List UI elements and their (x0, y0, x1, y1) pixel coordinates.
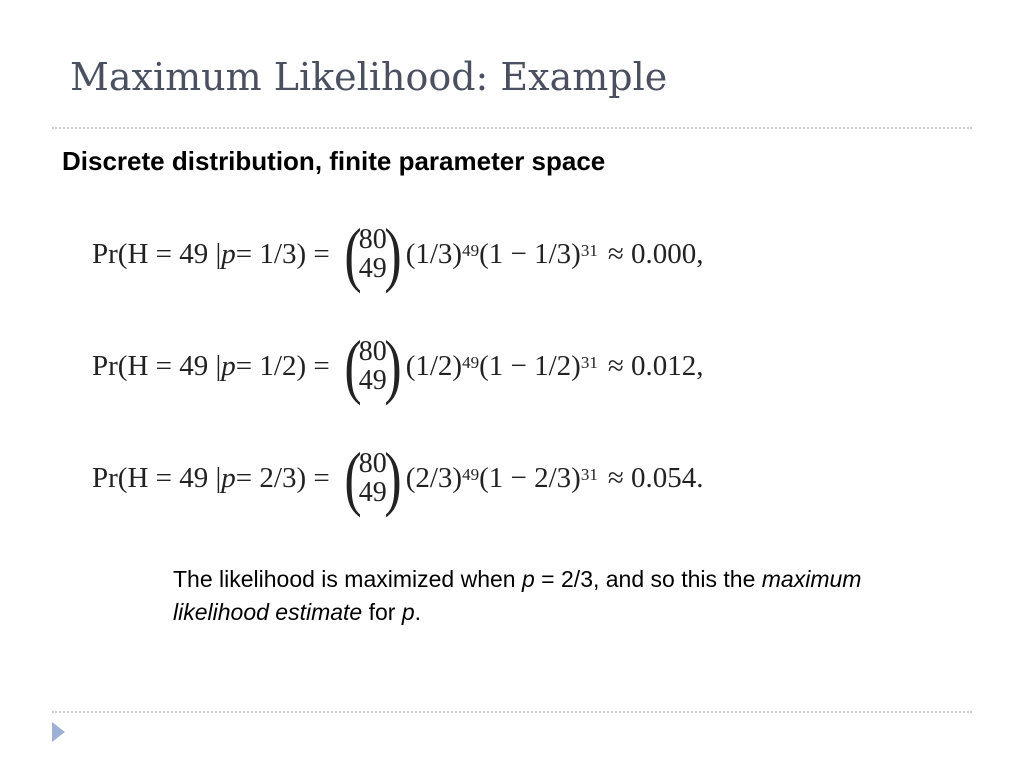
eq-lhs-prefix: Pr(H = 49 | (92, 349, 222, 382)
binomial-coefficient: ( 80 49 ) (344, 214, 402, 294)
slide-subtitle: Discrete distribution, finite parameter space (62, 146, 606, 176)
note-text: = 2/3, and so this the (534, 566, 762, 592)
eq-exponent-1: 49 (462, 353, 480, 372)
eq-lhs-suffix: = 2/3) = (235, 461, 330, 494)
binom-top: 80 (358, 223, 387, 255)
binomial-coefficient: ( 80 49 ) (344, 438, 402, 518)
equation-2 (92, 326, 703, 406)
eq-approx-value: ≈ 0.054. (607, 461, 704, 494)
top-divider (52, 127, 972, 129)
binom-bottom: 49 (358, 365, 387, 396)
eq-term-1: (1/3) (405, 237, 463, 270)
eq-exponent-2: 31 (580, 465, 598, 484)
eq-approx-value: ≈ 0.000, (607, 237, 704, 270)
eq-lhs-suffix: = 1/2) = (235, 349, 330, 382)
eq-exponent-1: 49 (462, 241, 480, 260)
eq-term-2: (1 − 2/3) (479, 461, 581, 494)
note-emphasis: maximum likelihood estimate (173, 566, 862, 625)
binom-bottom: 49 (358, 477, 387, 508)
equation-3 (92, 438, 703, 518)
note-text: The likelihood is maximized when (173, 566, 522, 592)
triangle-bullet-icon (52, 722, 65, 742)
eq-exponent-2: 31 (580, 241, 598, 260)
bottom-divider (52, 711, 972, 713)
binom-top: 80 (358, 335, 387, 367)
note-text: for (362, 599, 402, 625)
eq-lhs-prefix: Pr(H = 49 | (92, 461, 222, 494)
note-p-symbol: p (522, 566, 535, 592)
eq-term-2: (1 − 1/2) (479, 349, 581, 382)
note-text: . (414, 599, 422, 625)
eq-term-2: (1 − 1/3) (479, 237, 581, 270)
eq-term-1: (1/2) (405, 349, 463, 382)
slide-title: Maximum Likelihood: Example (70, 55, 668, 99)
eq-p-symbol: p (221, 349, 236, 382)
eq-term-1: (2/3) (405, 461, 463, 494)
binomial-coefficient: ( 80 49 ) (344, 326, 402, 406)
eq-p-symbol: p (221, 461, 236, 494)
eq-lhs-suffix: = 1/3) = (235, 237, 330, 270)
eq-approx-value: ≈ 0.012, (607, 349, 704, 382)
binom-top: 80 (358, 447, 387, 479)
equation-1 (92, 214, 703, 294)
eq-exponent-2: 31 (580, 353, 598, 372)
note-p-symbol: p (401, 599, 415, 625)
eq-exponent-1: 49 (462, 465, 480, 484)
binom-bottom: 49 (358, 253, 387, 284)
conclusion-text (173, 563, 873, 629)
eq-lhs-prefix: Pr(H = 49 | (92, 237, 222, 270)
eq-p-symbol: p (221, 237, 236, 270)
